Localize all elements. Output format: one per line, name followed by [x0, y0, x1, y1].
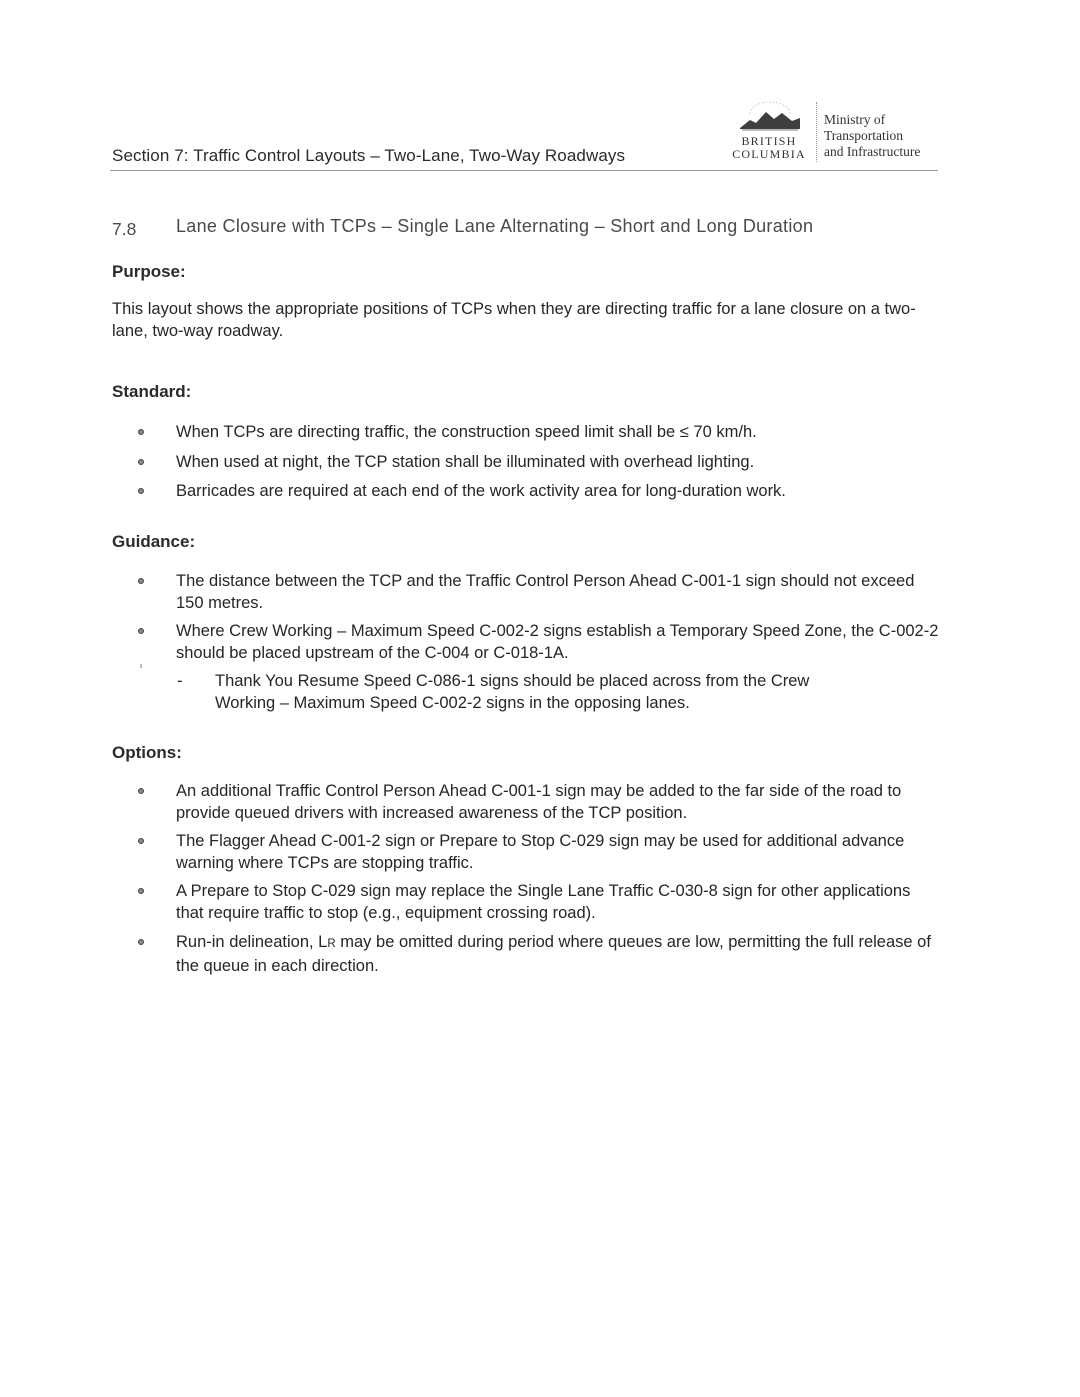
- purpose-text: This layout shows the appropriate positions of TCPs when they are directing traffic for a lane closure on a two-lane, two-way roadway.: [112, 300, 916, 340]
- standard-item-3: Barricades are required at each end of the work activity area for long-duration work.: [176, 482, 786, 500]
- logo-ministry-line-2: Transportation: [824, 128, 904, 143]
- bullet-icon: [138, 578, 144, 584]
- bc-mountain-sun-icon: [736, 98, 804, 132]
- logo-ministry-line-3: and Infrastructure: [824, 144, 921, 159]
- logo-bc-word-2: COLUMBIA: [732, 147, 806, 161]
- options-label: Options:: [112, 743, 182, 762]
- standard-label: Standard:: [112, 382, 192, 401]
- options-item-3: A Prepare to Stop C-029 sign may replace the Single Lane Traffic C-030-8 sign for other applications that require traffic to stop (e.g., equipment crossing road).: [176, 882, 911, 922]
- section-title: Lane Closure with TCPs – Single Lane Alternating – Short and Long Duration: [176, 216, 814, 236]
- standard-item-2: When used at night, the TCP station shall be illuminated with overhead lighting.: [176, 453, 755, 471]
- guidance-item-2: Where Crew Working – Maximum Speed C-002-2 signs establish a Temporary Speed Zone, the C-002-2 should be placed upstream of the C-004 or C-018-1A.: [176, 622, 939, 662]
- bullet-icon: [138, 488, 144, 494]
- bullet-icon: [138, 939, 144, 945]
- header-rule: [110, 170, 938, 171]
- bc-ministry-logo: [726, 98, 940, 168]
- options-item-1: An additional Traffic Control Person Ahead C-001-1 sign may be added to the far side of the road to provide queued drivers with increased awareness of the TCP position.: [176, 782, 902, 822]
- running-header-title: Section 7: Traffic Control Layouts – Two-Lane, Two-Way Roadways: [112, 146, 626, 165]
- options-item-4: [176, 931, 942, 977]
- options-item-2: The Flagger Ahead C-001-2 sign or Prepare to Stop C-029 sign may be used for additional advance warning where TCPs are stopping traffic.: [176, 832, 905, 872]
- purpose-label: Purpose:: [112, 262, 186, 281]
- scan-mark: [140, 664, 142, 668]
- logo-ministry-line-1: Ministry of: [824, 112, 886, 127]
- logo-divider: [816, 102, 817, 162]
- bullet-icon: [138, 838, 144, 844]
- bullet-icon: [138, 459, 144, 465]
- bullet-icon: [138, 888, 144, 894]
- standard-item-1: When TCPs are directing traffic, the construction speed limit shall be ≤ 70 km/h.: [176, 423, 757, 441]
- options-item-4-subscript: R: [327, 938, 336, 950]
- dash-marker: -: [177, 672, 183, 690]
- bullet-icon: [138, 628, 144, 634]
- bullet-icon: [138, 788, 144, 794]
- options-item-4-after: may be omitted during period where queues are low, permitting the full release of the queue in each direction.: [176, 933, 931, 975]
- section-number: 7.8: [112, 219, 137, 239]
- guidance-sub-item-1: Thank You Resume Speed C-086-1 signs should be placed across from the Crew Working – Maximum Speed C-002-2 signs in the opposing lanes.: [215, 672, 810, 712]
- logo-bc-word-1: BRITISH: [741, 134, 797, 148]
- bullet-icon: [138, 429, 144, 435]
- options-item-4-before: Run-in delineation, L: [176, 933, 328, 951]
- guidance-item-1: The distance between the TCP and the Traffic Control Person Ahead C-001-1 sign should not exceed 150 metres.: [176, 572, 915, 612]
- guidance-label: Guidance:: [112, 532, 196, 551]
